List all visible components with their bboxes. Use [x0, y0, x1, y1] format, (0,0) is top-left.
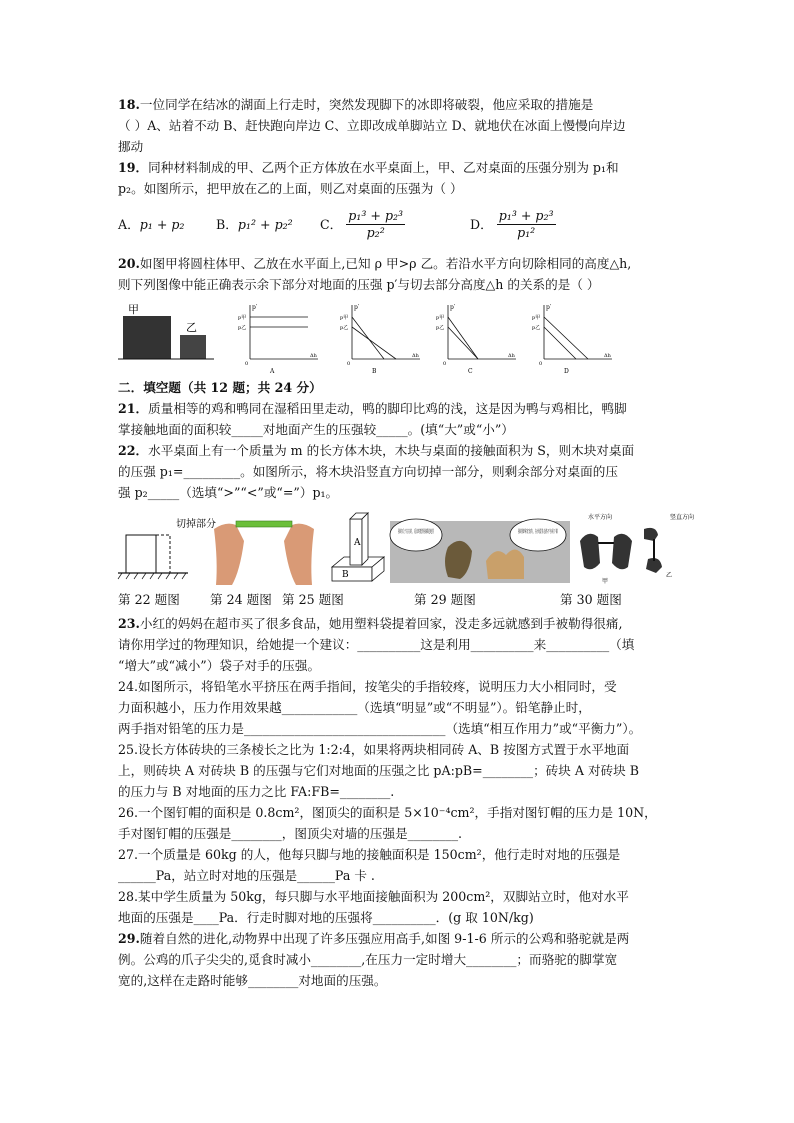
question-text: 同种材料制成的甲、乙两个正方体放在水平桌面上，甲、乙对桌面的压强分别为 p₁和 [148, 160, 619, 175]
graph-d [532, 304, 612, 375]
question-23-text-cont: 请你用学过的物理知识，给她提一个建议：__________这是利用__________来__________（填 [118, 637, 635, 652]
question-18-options-cont: 挪动 [118, 139, 144, 154]
question-29-text-cont2: 宽的,这样在走路时能够________对地面的压强。 [118, 973, 387, 988]
cylinders-diagram [118, 303, 214, 359]
cut-label [176, 517, 216, 530]
tick-p-yi: p乙 [340, 325, 349, 331]
question-number: 28. [118, 889, 139, 904]
question-text: 质量相等的鸡和鸭同在湿稻田里走动，鸭的脚印比鸡的浅，这是因为鸭与鸡相比，鸭脚 [148, 401, 627, 416]
question-28-text-cont: 地面的压强是____Pa．行走时脚对地的压强将__________．(g 取 10N/kg) [118, 910, 534, 925]
question-21 [118, 398, 678, 419]
figure-30-pencil-directions [580, 513, 694, 585]
graph-label: A [270, 368, 275, 375]
question-number: 19． [118, 160, 149, 175]
cut-part [156, 535, 170, 573]
label-yi: 乙 [186, 321, 197, 334]
pencil [236, 521, 292, 527]
option-label: B． [216, 216, 238, 232]
question-number: 23. [118, 616, 140, 631]
brick-b-label: B [342, 570, 349, 580]
figure-row [118, 511, 695, 587]
section-heading-fill-in: 二．填空题（共 12 题；共 24 分） [118, 380, 322, 395]
question-text: 设长方体砖块的三条棱长之比为 1:2:4，如果将两块相同砖 A、B 按图方式置于水平地面 [138, 742, 630, 757]
speech-bubble-rooster [390, 519, 442, 551]
option-d [470, 208, 556, 241]
question-24-text-cont2: 两手指对铅笔的压力是________________________________（选填“相互作用力”或“平衡力”）。 [118, 721, 642, 736]
axis-label-p: p′ [546, 304, 552, 311]
brick-a-side [362, 513, 368, 565]
question-20-text-cont: 则下列图像中能正确表示余下部分对地面的压强 p′与切去部分高度△h 的关系的是（ ） [118, 277, 600, 292]
hand-jia-left [580, 534, 600, 569]
line-yi [448, 327, 478, 359]
question-text: 某中学生质量为 50kg，每只脚与水平地面接触面积为 200cm²，双脚站立时，他对水平 [138, 889, 629, 904]
label-horizontal: 水平方向 [588, 514, 613, 521]
label-vertical [670, 513, 694, 521]
cut-label-text: 切掉部分 [176, 519, 216, 530]
question-18 [118, 94, 678, 115]
graph-label: C [468, 368, 473, 375]
question-number: 22． [118, 443, 149, 458]
origin-label: 0 [245, 361, 249, 367]
question-20 [118, 253, 678, 274]
figure-captions [118, 589, 678, 609]
hand-yi-top [644, 528, 658, 541]
question-20-figure [118, 301, 678, 373]
question-text: 小红的妈妈在超市买了很多食品，她用塑料袋提着回家，没走多远就感到手被勒得很痛, [139, 616, 623, 631]
tick-p-jia: p甲 [436, 315, 445, 321]
question-number: 20. [118, 256, 140, 271]
option-formula: p₁ + p₂ [139, 216, 185, 232]
question-19-options [118, 205, 678, 243]
figure-24-pencil [214, 521, 314, 585]
option-fraction [346, 208, 405, 241]
question-27 [118, 844, 678, 865]
option-c [320, 208, 470, 241]
option-label: A． [118, 216, 140, 232]
line-jia [544, 317, 588, 359]
brick-a-label: A [354, 538, 361, 548]
figures-22-to-30 [118, 511, 695, 587]
question-number: 25. [118, 742, 139, 757]
question-29 [118, 928, 678, 949]
question-28 [118, 886, 678, 907]
question-23-text-cont2: “增大”或“减小”）袋子对手的压强。 [118, 658, 321, 673]
question-23 [118, 613, 678, 634]
hand-jia-right [612, 534, 632, 569]
graph-label: B [372, 368, 377, 375]
pressure-graphs-figure [118, 301, 618, 373]
tick-p-yi: p乙 [238, 325, 247, 331]
question-26-text-cont: 手对图钉帽的压强是________，图顶尖对墙的压强是________. [118, 826, 463, 841]
axis-label-dh: Δh [310, 353, 317, 359]
caption-fig-25: 第 25 题图 [282, 592, 344, 607]
cylinder-jia [123, 316, 171, 359]
question-29-text-cont: 例。公鸡的爪子尖尖的,觅食时减小________,在压力一定时增大________；而骆驼的脚掌宽 [118, 952, 618, 967]
question-text: 如图所示，将铅笔水平挤压在两手指间，按笔尖的手指较疼，说明压力大小相同时，受 [138, 679, 617, 694]
option-a [118, 214, 216, 235]
axis-label-dh: Δh [604, 353, 611, 359]
line-jia [352, 317, 384, 359]
brick-b-front [332, 567, 372, 581]
origin-label: 0 [443, 361, 447, 367]
option-b [216, 214, 320, 235]
question-number: 24. [118, 679, 139, 694]
caption-fig-24: 第 24 题图 [210, 592, 272, 607]
question-text: 一位同学在结冰的湖面上行走时，突然发现脚下的冰即将破裂，他应采取的措施是 [139, 97, 594, 112]
label-yi: 乙 [666, 572, 673, 579]
speech-bubble-camel [510, 519, 566, 551]
label-vertical-text: 竖直方向 [670, 514, 695, 521]
question-25 [118, 739, 678, 760]
axis-label-dh: Δh [508, 353, 515, 359]
fraction-denominator: p₂² [366, 224, 385, 240]
axis-label-p: p′ [354, 304, 360, 311]
bubble-rooster-text [398, 528, 434, 535]
left-hand [214, 524, 244, 585]
cylinder-yi [180, 335, 206, 359]
question-24-text-cont: 力面积越小，压力作用效果越____________（选填“明显”或“不明显”）。铅笔静止时， [118, 700, 591, 715]
exam-page [118, 94, 695, 991]
question-number: 27. [118, 847, 139, 862]
tick-p-yi: p乙 [532, 325, 541, 331]
option-fraction [497, 208, 556, 241]
question-number: 18. [118, 97, 140, 112]
tick-p-jia: p甲 [238, 315, 247, 321]
question-text: 一个质量是 60kg 的人，他每只脚与地的接触面积是 150cm²，他行走时对地的压强是 [138, 847, 621, 862]
axis-label-dh: Δh [412, 353, 419, 359]
question-text: 水平桌面上有一个质量为 m 的长方体木块，木块与桌面的接触面积为 S，则木块对桌面 [148, 443, 635, 458]
question-21-text-cont: 掌接触地面的面积较_____对地面产生的压强较_____。(填“大”或“小”） [118, 422, 514, 437]
origin-label: 0 [347, 361, 351, 367]
option-label: C． [320, 216, 343, 232]
figure-25-bricks [332, 513, 384, 581]
caption-fig-22: 第 22 题图 [118, 592, 180, 607]
question-text: 随着自然的进化,动物界中出现了许多压强应用高手,如图 9-1-6 所示的公鸡和骆驼就是两 [139, 931, 630, 946]
fraction-numerator: p₁³ + p₂³ [498, 207, 554, 223]
option-label: D． [470, 216, 493, 232]
question-27-text-cont: ______Pa，站立时对地的压强是______Pa 卡 . [118, 868, 375, 883]
graph-label: D [564, 368, 569, 375]
question-25-text-cont: 上，则砖块 A 对砖块 B 的压强与它们对地面的压强之比 pA:pB=________；砖块 A 对砖块 B [118, 763, 639, 778]
graph-a [238, 304, 318, 375]
bubble-camel-line [518, 528, 558, 535]
bubble-camel-text [518, 528, 558, 535]
right-hand [284, 524, 314, 585]
question-number: 29. [118, 931, 140, 946]
label-jia: 甲 [602, 578, 609, 585]
question-19-text-cont: p₂。如图所示，把甲放在乙的上面，则乙对桌面的压强为（ ） [118, 181, 463, 196]
question-18-options: （ ）A、站着不动 B、赶快跑向岸边 C、立即改成单脚站立 D、就地伏在冰面上慢慢向岸边 [118, 118, 626, 133]
question-number: 21． [118, 401, 149, 416]
question-text: 一个图钉帽的面积是 0.8cm²，图顶尖的面积是 5×10⁻⁴cm²，手指对图钉帽的压力是 10N， [138, 805, 657, 820]
caption-fig-30: 第 30 题图 [560, 592, 622, 607]
line-jia [448, 317, 478, 359]
axis-label-p: p′ [252, 304, 258, 311]
line-yi [352, 327, 396, 359]
question-19 [118, 157, 678, 178]
tick-p-yi: p乙 [436, 325, 445, 331]
question-24 [118, 676, 678, 697]
table-hatch [118, 573, 186, 579]
tick-p-jia: p甲 [340, 315, 349, 321]
tick-p-jia: p甲 [532, 315, 541, 321]
option-formula: p₁² + p₂² [237, 216, 293, 232]
question-22-text-cont2: 强 p₂_____（选填“>”“<”或“=”）p₁。 [118, 485, 339, 500]
question-22 [118, 440, 678, 461]
axis-label-p: p′ [450, 304, 456, 311]
question-text: 如图甲将圆柱体甲、乙放在水平面上,已知 ρ 甲>ρ 乙。若沿水平方向切除相同的高度△h, [139, 256, 632, 271]
figure-22-wood-block [118, 517, 216, 579]
graph-c [436, 304, 516, 375]
caption-fig-29: 第 29 题图 [414, 592, 476, 607]
fraction-denominator: p₁² [517, 224, 536, 240]
question-number: 26. [118, 805, 139, 820]
figure-29-rooster-camel [390, 519, 570, 583]
question-26 [118, 802, 678, 823]
question-22-text-cont: 的压强 p₁=_________。如图所示，将木块沿竖直方向切掉一部分，则剩余部分对桌面的压 [118, 464, 618, 479]
label-jia: 甲 [128, 303, 139, 316]
remaining-block [126, 535, 156, 573]
graph-b [340, 304, 420, 375]
bubble-rooster-line [398, 528, 434, 535]
origin-label: 0 [539, 361, 543, 367]
question-25-text-cont2: 的压力与 B 对地面的压力之比 FA:FB=________. [118, 784, 395, 799]
fraction-numerator: p₁³ + p₂³ [348, 207, 404, 223]
